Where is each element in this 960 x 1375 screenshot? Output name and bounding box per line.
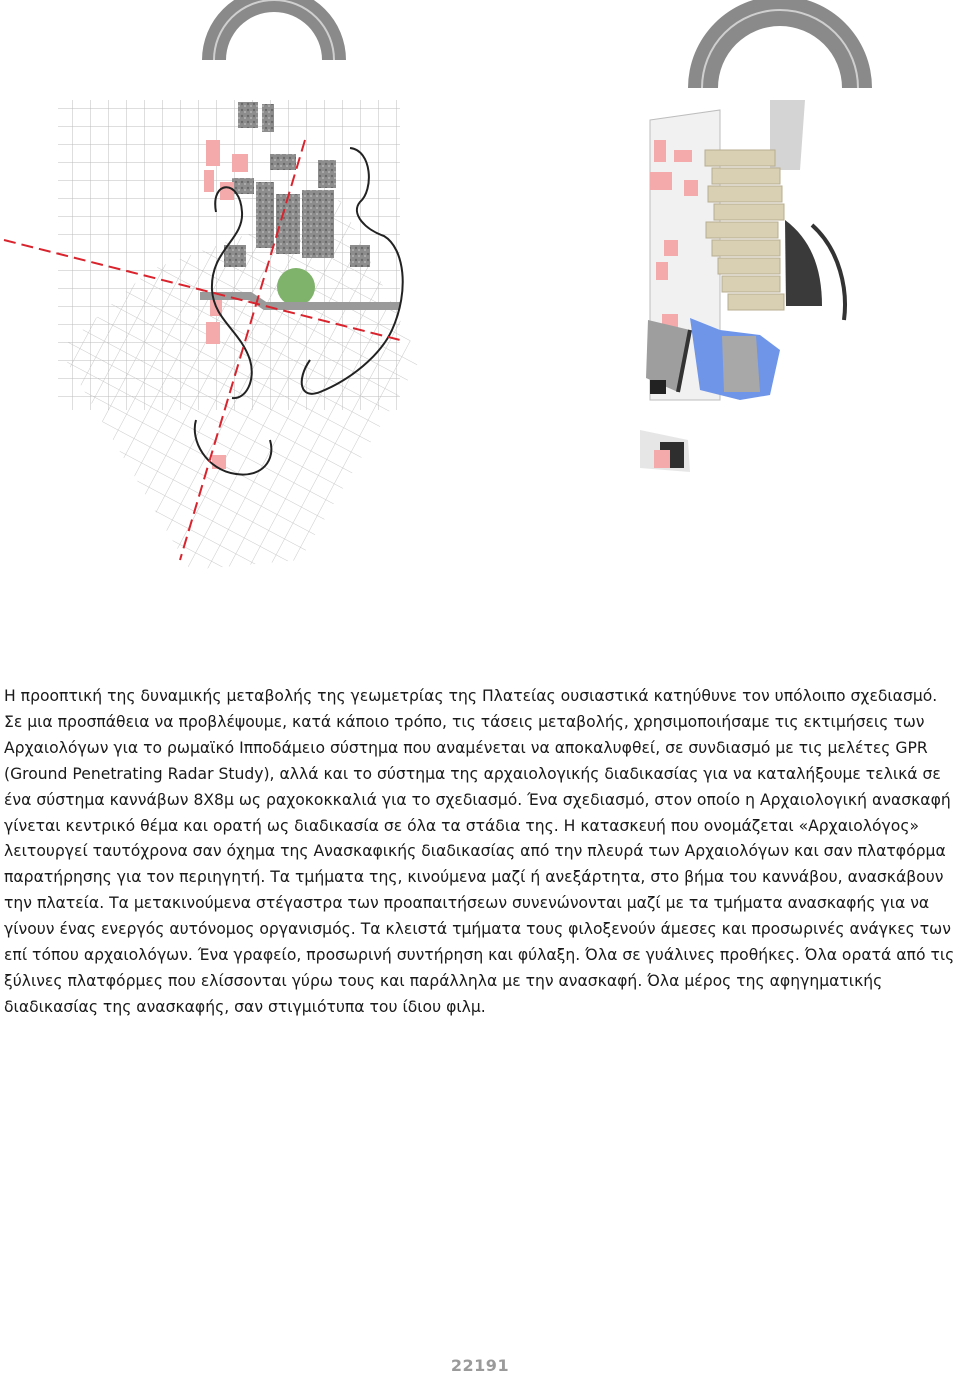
- left-site-plan: [4, 0, 420, 570]
- right-site-plan: [640, 0, 872, 472]
- site-plan-drawing: [0, 0, 960, 600]
- body-paragraph: [4, 684, 956, 1021]
- paragraph-text: Η προοπτική της δυναμικής μεταβολής της γεωμετρίας της Πλατείας ουσιαστικά κατηύθυνε τον υπόλοιπο σχεδιασμό. Σε μια προσπάθεια να προβλέψουμε, κατά κάποιο τρόπο, τις τάσεις μεταβολής, χρησιμοποιήσαμε τις εκτιμήσεις των Αρχαιολόγων για το ρωμαϊκό Ιπποδάμειο σύστημα που αναμένεται να αποκαλυφθεί, σε συνδιασμό με τις μελέτες GPR (Ground Penetrating Radar Study), αλλά και το σύστημα της αρχαιολογικής διαδικασίας για να καταλήξουμε τελικά σε ένα σύστημα καννάβων 8Χ8μ ως ραχοκοκκαλιά για το σχεδιασμό. Ένα σχεδιασμό, στον οποίο η Αρχαιολογική ανασκαφή γίνεται κεντρικό θέμα και ορατή ως διαδικασία σε όλα τα στάδια της. Η κατασκευή που ονομάζεται «Αρχαιολόγος» λειτουργεί ταυτόχρονα σαν όχημα της Ανασκαφικής διαδικασίας από την πλευρά των Αρχαιολόγων και σαν πλατφόρμα παρατήρησης για τον περιηγητή. Τα τμήματα της, κινούμενα μαζί ή ανεξάρτητα, στο βήμα του καννάβου, ανασκάβουν την πλατεία. Τα μετακινούμενα στέγαστρα των προαπαιτήσεων συνενώνονται μαζί με τα τμήματα ανασκαφής για να γίνουν ένας ενεργός αυτόνομος οργανισμός. Τα κλειστά τμήματα τους φιλοξενούν άμεσες και προσωρινές ανάγκες των επί τόπου αρχαιολόγων. Ένα γραφείο, προσωρινή συντήρηση και φύλαξη. Όλα σε γυάλινες προθήκες. Όλα ορατά από τις ξύλινες πλατφόρμες που ελίσσονται γύρω τους και παράλληλα με την ανασκαφή. Όλα μέρος της αφηγηματικής διαδικασίας της ανασκαφής, σαν στιγμιότυπα του ίδιου φιλμ.: [4, 687, 955, 1016]
- page-number: 22191: [450, 1356, 510, 1375]
